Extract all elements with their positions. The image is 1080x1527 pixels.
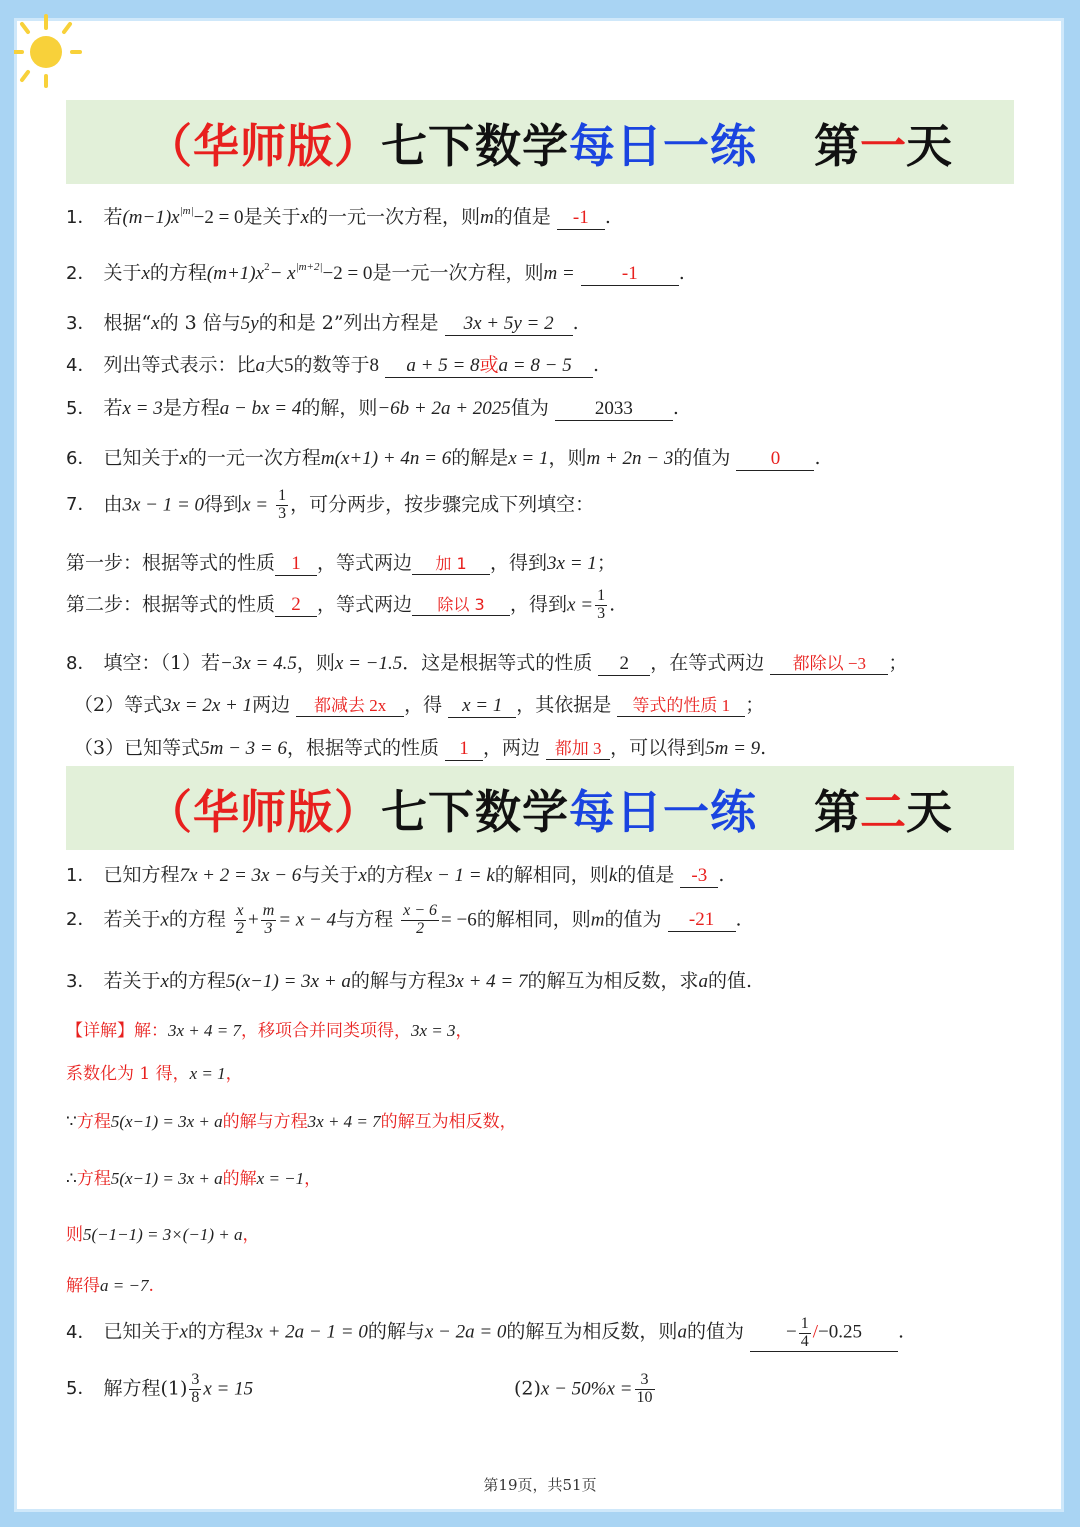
day2-title: （华师版）七下数学每日一练	[146, 785, 757, 839]
day1-question-8-part-3: （3）已知等式5m − 3 = 6，根据等式的性质 1 ，两边 都加 3 ，可以得到5m = 9.	[74, 733, 766, 761]
answer-blank: 都加 3	[546, 734, 610, 760]
answer-blank: 加 1	[412, 551, 490, 575]
fraction: $\frac{x - 6}{2}$	[403, 902, 438, 937]
page-footer: 第19页，共51页	[483, 1476, 597, 1494]
answer-blank: 1	[445, 738, 483, 761]
day1-question-7: 7． 由3x − 1 = 0得到x = $\frac{1}{3}$ ，可分两步，按步骤完成下列填空：	[66, 487, 595, 522]
answer-blank: -1	[557, 207, 605, 230]
day1-question-2: 2． 关于x的方程$(m+1)x^2- x^{|m+2|}-2 = 0$是一元一次方程，则m = -1 .	[66, 261, 685, 284]
page-sheet	[14, 18, 1064, 1512]
day1-question-8: 8． 填空：（1）若−3x = 4.5，则x = −1.5．这是根据等式的性质 2 ，在等式两边 都除以 −3 ；	[66, 648, 907, 676]
day1-question-3: 3． 根据“x的 3 倍与5y的和是 2”列出方程是 3x + 5y = 2 .	[66, 312, 579, 334]
fraction: $\frac{x}{2}$	[235, 902, 244, 937]
day1-question-7-step-1: 第一步：根据等式的性质 1 ，等式两边 加 1 ，得到3x = 1；	[66, 552, 616, 574]
day2-label: 第二天	[814, 785, 952, 839]
solution-line-6: 解得a = −7.	[66, 1276, 154, 1296]
answer-blank: 1	[275, 553, 317, 576]
fraction: $\frac{3}{8}$	[191, 1371, 200, 1406]
day1-label: 第一天	[814, 119, 952, 173]
answer-blank: 都除以 −3	[770, 649, 888, 675]
answer-blank: 2	[275, 594, 317, 617]
answer-blank: 都减去 2x	[296, 691, 404, 717]
solution-line-4: ∴方程5(x−1) = 3x + a的解x = −1，	[66, 1169, 322, 1189]
day1-question-8-part-2: （2）等式3x = 2x + 1两边 都减去 2x ，得 x = 1 ，其依据是 等式的性质 1 ；	[74, 690, 764, 718]
solution-line-2: 系数化为 1 得，x = 1，	[66, 1064, 243, 1084]
answer-blank: a + 5 = 8或a = 8 − 5	[385, 350, 593, 378]
answer-blank: -3	[680, 865, 718, 888]
answer-blank: 除以 3	[412, 592, 510, 616]
fraction: $\frac{1}{4}$	[800, 1315, 809, 1350]
answer-blank: -21	[668, 909, 736, 932]
answer-blank: 3x + 5y = 2	[445, 313, 573, 336]
day1-banner	[66, 100, 1014, 184]
fraction: $\frac{1}{3}$	[278, 487, 287, 522]
answer-blank: x = 1	[448, 695, 516, 718]
day1-question-4: 4． 列出等式表示：比a大5的数等于8 a + 5 = 8或a = 8 − 5 .	[66, 350, 599, 378]
day2-question-4: 4． 已知关于x的方程3x + 2a − 1 = 0的解与x − 2a = 0的解互为相反数，则a的值为 − $\frac{1}{4}$ /−0.25 .	[66, 1315, 905, 1350]
answer-blank: − $\frac{1}{4}$ /−0.25	[750, 1316, 898, 1352]
day2-banner	[66, 766, 1014, 850]
day2-question-2: 2． 若关于x的方程 $\frac{x}{2}$ + $\frac{m}{3}$ = x − 4与方程 $\frac{x - 6}{2}$ = −6的解相同，则m的值为 -21 .	[66, 902, 742, 937]
day2-question-5: 5． 解方程(1) $\frac{3}{8}$ x = 15	[66, 1371, 254, 1406]
solution-line-1: 【详解】解：3x + 4 = 7，移项合并同类项得，3x = 3，	[66, 1021, 473, 1041]
fraction: $\frac{1}{3}$	[597, 587, 606, 622]
solution-line-3: ∵方程5(x−1) = 3x + a的解与方程3x + 4 = 7的解互为相反数，	[66, 1112, 517, 1132]
day1-question-6: 6． 已知关于x的一元一次方程m(x+1) + 4n = 6的解是x = 1，则m + 2n − 3的值为 0 .	[66, 447, 821, 469]
day2-question-3: 3． 若关于x的方程5(x−1) = 3x + a的解与方程3x + 4 = 7的解互为相反数，求a的值.	[66, 970, 753, 992]
answer-blank: -1	[581, 263, 679, 286]
day2-question-5-part-2: (2)x − 50%x = $\frac{3}{10}$	[514, 1371, 653, 1406]
day1-question-5: 5． 若x = 3是方程a − bx = 4的解，则−6b + 2a + 2025值为 2033 .	[66, 397, 679, 419]
solution-line-5: 则5(−1−1) = 3×(−1) + a，	[66, 1225, 260, 1245]
day1-title: （华师版）七下数学每日一练	[146, 119, 757, 173]
day2-question-1: 1． 已知方程7x + 2 = 3x − 6与关于x的方程x − 1 = k的解相同，则k的值是 -3 .	[66, 864, 725, 886]
answer-blank: 2	[598, 653, 650, 676]
answer-blank: 等式的性质 1	[617, 691, 745, 717]
fraction: $\frac{3}{10}$	[636, 1371, 653, 1406]
answer-blank: 0	[736, 448, 814, 471]
sun-icon	[14, 8, 84, 88]
day1-question-7-step-2: 第二步：根据等式的性质 2 ，等式两边 除以 3 ，得到x = $\frac{1}{3}$ .	[66, 587, 616, 622]
day1-question-1: 1． 若$(m-1)x^{|m|}-2 = 0$是关于x的一元一次方程，则m的值是 -1 .	[66, 205, 611, 228]
fraction: $\frac{m}{3}$	[262, 902, 275, 937]
answer-blank: 2033	[555, 398, 673, 421]
